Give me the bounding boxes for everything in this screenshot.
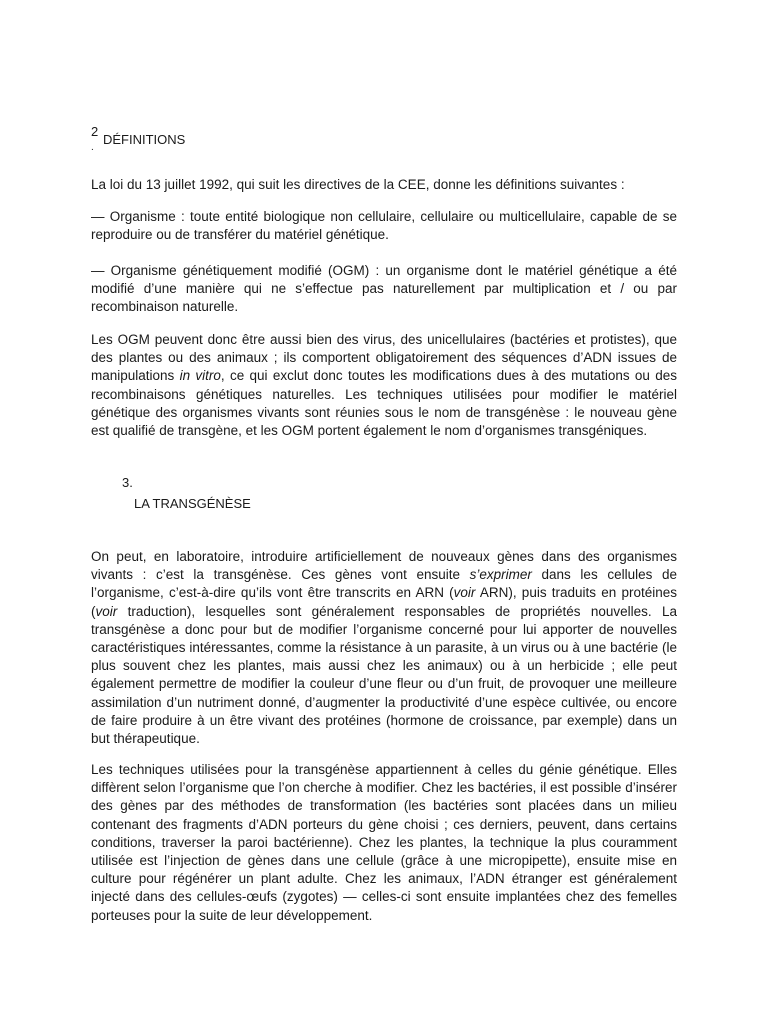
- definitions-intro: La loi du 13 juillet 1992, qui suit les directives de la CEE, donne les définitions suivantes :: [91, 177, 625, 192]
- ogm-paragraph-text-1: Les OGM peuvent donc être aussi bien des virus, des unicellulaires (bactéries et protistes), que des plantes ou des animaux ; ils comportent obligatoirement des séquences d’ADN issues de manipulations: [91, 332, 677, 384]
- transgenesis-paragraph-2: Les techniques utilisées pour la transgénèse appartiennent à celles du génie génétique. Elles diffèrent selon l’organisme que l’on cherche à modifier. Chez les bactéries, il est possible d’insérer des gènes par des méthodes de transformation (les bactéries sont placées dans un milieu contenant des fragments d’ADN porteurs du gène choisi ; ces derniers, peuvent, dans certains conditions, traverser la paroi bactérienne). Chez les plantes, la technique la plus couramment utilisée est l’injection de gènes dans une cellule (grâce à une micropipette), ensuite mise en culture pour régénérer un plant adulte. Chez les animaux, l’ADN étranger est généralement injecté dans des cellules-œufs (zygotes) — celles-ci sont ensuite implantées chez des femelles porteuses pour la suite de leur développement.: [91, 762, 677, 923]
- transgenesis-p1-voir-1: voir: [453, 585, 476, 601]
- transgenesis-p1-text-1: On peut, en laboratoire, introduire artificiellement de nouveaux gènes dans des organismes vivants : c’est la transgénèse. Ces gènes vont ensuite: [91, 549, 677, 583]
- transgenesis-p1-exprimer: s’exprimer: [469, 567, 532, 583]
- ogm-paragraph-in-vitro: in vitro: [179, 368, 221, 384]
- section-2-title: DÉFINITIONS: [103, 132, 186, 147]
- section-3-number: 3.: [122, 475, 133, 490]
- definition-ogm: — Organisme génétiquement modifié (OGM) : un organisme dont le matériel génétique a été modifié d’une manière qui ne s’effectue pas naturellement par multiplication et / ou par recombinaison naturelle.: [91, 263, 677, 315]
- section-2-number: 2: [91, 124, 99, 139]
- transgenesis-p1-text-3: ARN), puis traduits en protéines (: [91, 585, 677, 619]
- transgenesis-p1-text-4: traduction), lesquelles sont généralement responsables de propriétés nouvelles. La transgénèse a donc pour but de modifier l’organisme concerné pour lui apporter de nouvelles caractéristiques intéressantes, comme la résistance à un parasite, à un virus ou à une bactérie (le plus souvent chez les plantes, mais aussi chez les animaux) ou à un herbicide ; elle peut également permettre de modifier la couleur d’une fleur ou d’un fruit, de provoquer une meilleure assimilation d’un nutriment donné, d’augmenter la productivité d’une espèce cultivée, ou encore de faire produire à un être vivant des protéines (hormone de croissance, par exemple) dans un but thérapeutique.: [91, 603, 677, 747]
- transgenesis-paragraph-1: [91, 548, 677, 748]
- ogm-paragraph: [91, 331, 677, 440]
- ogm-paragraph-text-2: , ce qui exclut donc toutes les modifications dues à des mutations ou des recombinaisons génétiques naturelles. Les techniques utilisées pour modifier le matériel génétique des organismes vivants sont réunies sous le nom de transgénèse : le nouveau gène est qualifié de transgène, et les OGM portent également le nom d’organismes transgéniques.: [91, 368, 677, 439]
- transgenesis-p1-voir-2: voir: [95, 603, 118, 619]
- definition-organism: — Organisme : toute entité biologique non cellulaire, cellulaire ou multicellulaire, capable de se reproduire ou de transférer du matériel génétique.: [91, 209, 677, 243]
- transgenesis-p1-text-2: dans les cellules de l’organisme, c’est-à-dire qu’ils vont être transcrits en ARN (: [91, 567, 677, 601]
- section-2-dot: .: [91, 142, 94, 153]
- section-3-title: LA TRANSGÉNÈSE: [134, 496, 251, 511]
